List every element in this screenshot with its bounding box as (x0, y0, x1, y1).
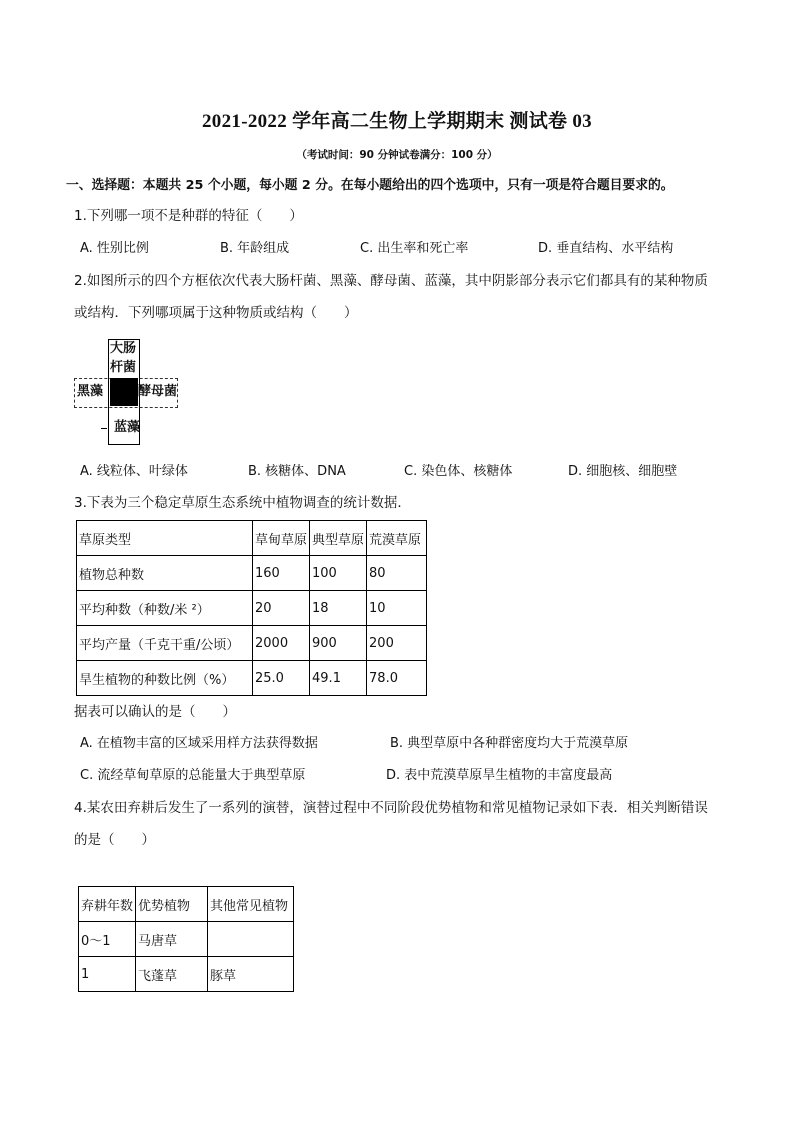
table-cell: 1 (79, 957, 136, 992)
question-2-stem-line1: 2.如图所示的四个方框依次代表大肠杆菌、黑藻、酵母菌、蓝藻，其中阴影部分表示它们都具有的某种物质 (74, 273, 708, 289)
table-row (79, 957, 294, 992)
label-cyanobacteria: 蓝藻 (114, 420, 141, 435)
q2-option-b: B. 核糖体、DNA (248, 464, 346, 479)
table-cell: 10 (367, 591, 427, 626)
grassland-table (76, 520, 427, 696)
table-cell: 900 (310, 626, 367, 661)
table-cell: 80 (367, 556, 427, 591)
table-cell: 100 (310, 556, 367, 591)
table-row (77, 556, 427, 591)
question-3-stem: 3.下表为三个稳定草原生态系统中植物调查的统计数据． (74, 495, 411, 511)
table-cell: 0～1 (79, 922, 136, 957)
label-e-coli-2: 杆菌 (110, 360, 137, 375)
table-cell: 2000 (253, 626, 310, 661)
q1-option-a: A. 性别比例 (80, 241, 149, 256)
table-cell: 200 (367, 626, 427, 661)
table-header-cell: 其他常见植物 (208, 887, 294, 922)
q1-option-b: B. 年龄组成 (220, 241, 290, 256)
table-header-row (77, 521, 427, 556)
question-1-stem: 1.下列哪一项不是种群的特征（ ） (74, 208, 303, 224)
exam-info: （考试时间：90 分钟试卷满分：100 分） (296, 149, 498, 161)
table-cell: 豚草 (208, 957, 294, 992)
question-2-stem-line2: 或结构．下列哪项属于这种物质或结构（ ） (74, 305, 358, 321)
q3-option-d: D. 表中荒漠草原旱生植物的丰富度最高 (386, 768, 613, 783)
table-cell: 49.1 (310, 661, 367, 696)
label-e-coli-1: 大肠 (110, 341, 137, 356)
succession-table (78, 886, 294, 992)
q2-option-c: C. 染色体、核糖体 (404, 464, 513, 479)
table-cell: 78.0 (367, 661, 427, 696)
cell-venn-diagram (72, 336, 182, 444)
q1-option-c: C. 出生率和死亡率 (360, 241, 469, 256)
q3-option-c: C. 流经草甸草原的总能量大于典型草原 (80, 768, 306, 783)
table-cell: 平均种数（种数/米 ²） (77, 591, 253, 626)
question-4-stem-line2: 的是（ ） (74, 832, 155, 848)
q1-option-d: D. 垂直结构、水平结构 (538, 241, 674, 256)
table-header-row (79, 887, 294, 922)
label-yeast: 酵母菌 (138, 384, 178, 399)
table-cell: 马唐草 (136, 922, 208, 957)
table-row (77, 661, 427, 696)
page-title: 2021-2022 学年高二生物上学期期末 测试卷 03 (202, 111, 592, 132)
table-cell: 18 (310, 591, 367, 626)
q2-option-a: A. 线粒体、叶绿体 (80, 464, 188, 479)
table-header-cell: 典型草原 (310, 521, 367, 556)
table-cell: 植物总种数 (77, 556, 253, 591)
table-cell: 平均产量（千克干重/公顷） (77, 626, 253, 661)
table-header-cell: 草原类型 (77, 521, 253, 556)
q3-option-a: A. 在植物丰富的区域采用样方法获得数据 (80, 736, 318, 751)
table-row (77, 591, 427, 626)
table-cell: 25.0 (253, 661, 310, 696)
table-header-cell: 优势植物 (136, 887, 208, 922)
table-cell: 旱生植物的种数比例（%） (77, 661, 253, 696)
question-4-stem-line1: 4.某农田弃耕后发生了一系列的演替，演替过程中不同阶段优势植物和常见植物记录如下表．相关判断错误 (74, 800, 708, 816)
table-header-cell: 草甸草原 (253, 521, 310, 556)
table-cell: 飞蓬草 (136, 957, 208, 992)
table-header-cell: 荒漠草原 (367, 521, 427, 556)
section-heading: 一、选择题：本题共 25 个小题，每小题 2 分。在每小题给出的四个选项中，只有一项是符合题目要求的。 (66, 178, 674, 193)
table-cell: 160 (253, 556, 310, 591)
q3-option-b: B. 典型草原中各种群密度均大于荒漠草原 (390, 736, 629, 751)
q2-option-d: D. 细胞核、细胞壁 (568, 464, 678, 479)
label-hydrilla: 黑藻 (77, 384, 104, 399)
shaded-overlap (110, 378, 138, 406)
table-row (79, 922, 294, 957)
table-row (77, 626, 427, 661)
table-header-cell: 弃耕年数 (79, 887, 136, 922)
pointer-tick (101, 428, 107, 429)
question-3-after-table: 据表可以确认的是（ ） (74, 704, 236, 720)
table-cell: 20 (253, 591, 310, 626)
table-cell (208, 922, 294, 957)
